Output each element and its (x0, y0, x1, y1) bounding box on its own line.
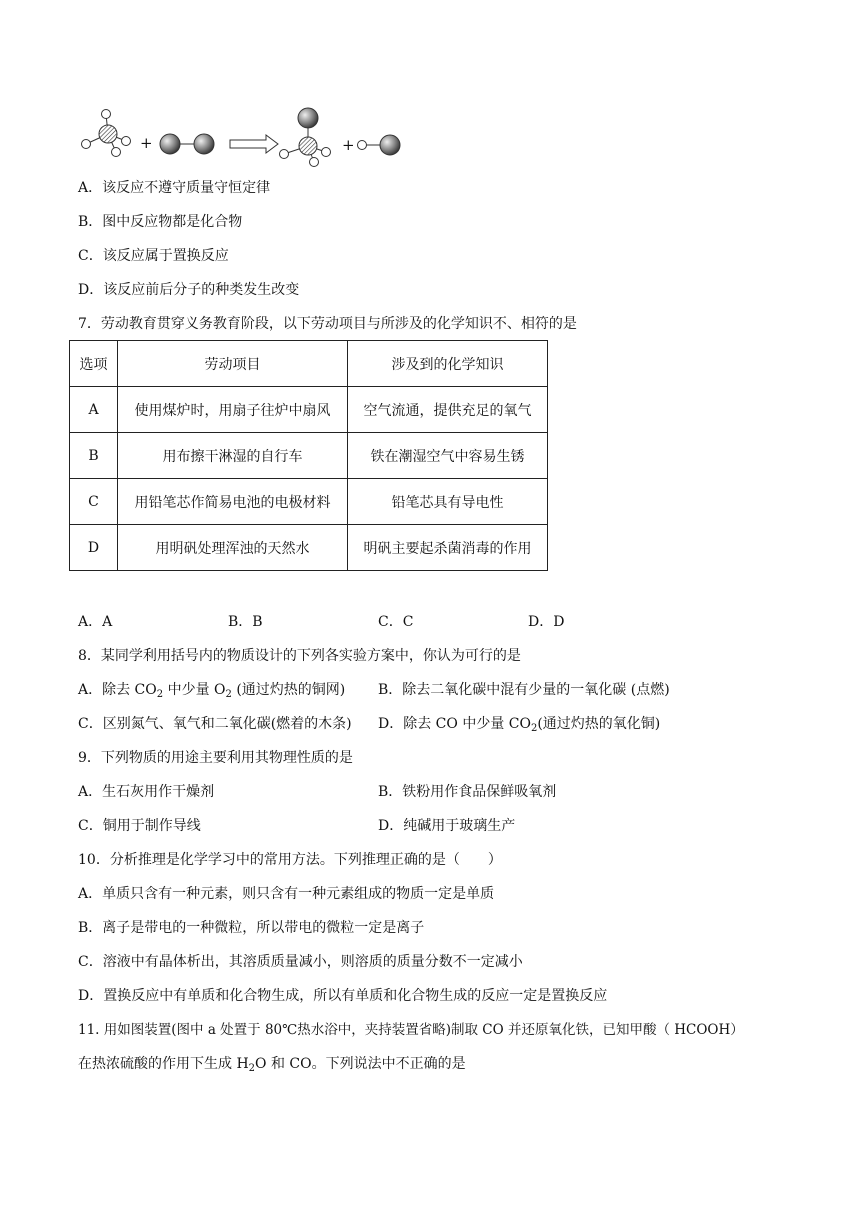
table-row (70, 387, 548, 433)
q7-option-a: A．A (78, 614, 113, 630)
table-cell: 明矾主要起杀菌消毒的作用 (348, 525, 548, 571)
q8-option-d: D．除去 CO 中少量 $CO_2$(通过灼热的氧化铜) (378, 716, 661, 734)
q9-option-d: D．纯碱用于玻璃生产 (378, 818, 516, 834)
table-row (70, 433, 548, 479)
table-cell: 铅笔芯具有导电性 (348, 479, 548, 525)
product-molecule-1 (280, 108, 331, 167)
table-cell: 空气流通，提供充足的氧气 (348, 387, 548, 433)
q9-option-a: A．生石灰用作干燥剂 (78, 784, 215, 800)
q10-option-d: D．置换反应中有单质和化合物生成，所以有单质和化合物生成的反应一定是置换反应 (78, 988, 608, 1004)
q10-stem: 10．分析推理是化学学习中的常用方法。下列推理正确的是（ ） (78, 852, 502, 868)
q6-option-b: B．图中反应物都是化合物 (78, 214, 243, 230)
table-row (70, 525, 548, 571)
q10-option-a: A．单质只含有一种元素，则只含有一种元素组成的物质一定是单质 (78, 886, 495, 902)
q7-option-c: C．C (378, 614, 414, 630)
table-header-cell: 劳动项目 (118, 341, 348, 387)
q11-stem-line2: 在热浓硫酸的作用下生成 $H_2O$ 和 CO。下列说法中不正确的是 (78, 1056, 466, 1074)
table-cell: 用铅笔芯作简易电池的电极材料 (118, 479, 348, 525)
q7-option-b: B．B (228, 614, 263, 630)
q10-option-c: C．溶液中有晶体析出，其溶质质量减小，则溶质的质量分数不一定减小 (78, 954, 523, 970)
q6-option-a: A．该反应不遵守质量守恒定律 (78, 180, 271, 196)
table-cell: 用布擦干淋湿的自行车 (118, 433, 348, 479)
q8-option-b: B．除去二氧化碳中混有少量的一氧化碳 (点燃) (378, 682, 670, 698)
table-cell: C (70, 479, 118, 525)
q6-option-d: D．该反应前后分子的种类发生改变 (78, 282, 300, 298)
q8-stem: 8．某同学利用括号内的物质设计的下列各实验方案中，你认为可行的是 (78, 648, 521, 664)
q9-option-c: C．铜用于制作导线 (78, 818, 201, 834)
table-cell: B (70, 433, 118, 479)
table-cell: 使用煤炉时，用扇子往炉中扇风 (118, 387, 348, 433)
table-cell: 用明矾处理浑浊的天然水 (118, 525, 348, 571)
q10-option-b: B．离子是带电的一种微粒，所以带电的微粒一定是离子 (78, 920, 425, 936)
table-cell: D (70, 525, 118, 571)
q11-stem-line1: 11. 用如图装置(图中 a 处置于 80℃热水浴中，夹持装置省略)制取 CO 并还原氧化铁，已知甲酸（ HCOOH） (78, 1022, 744, 1038)
table-row (70, 479, 548, 525)
q7-table (69, 340, 548, 571)
table-cell: A (70, 387, 118, 433)
table-header-cell: 选项 (70, 341, 118, 387)
q8-option-a: A．除去 $CO_2$ 中少量 $O_2$ (通过灼热的铜网) (78, 682, 346, 700)
q8-option-c: C．区别氮气、氧气和二氧化碳(燃着的木条) (78, 716, 352, 732)
reaction-arrow (230, 135, 278, 153)
product-molecule-2 (358, 135, 401, 155)
reaction-diagram (78, 104, 418, 168)
q7-stem: 7．劳动教育贯穿义务教育阶段，以下劳动项目与所涉及的化学知识不、相符的是 (78, 316, 577, 332)
q9-stem: 9．下列物质的用途主要利用其物理性质的是 (78, 750, 353, 766)
q6-option-c: C．该反应属于置换反应 (78, 248, 229, 264)
q7-option-d: D．D (528, 614, 565, 630)
reactant-molecule-2 (160, 134, 214, 154)
plus-sign: + (342, 136, 355, 154)
q9-option-b: B．铁粉用作食品保鲜吸氧剂 (378, 784, 557, 800)
plus-sign: + (140, 134, 153, 152)
table-cell: 铁在潮湿空气中容易生锈 (348, 433, 548, 479)
table-header-row (70, 341, 548, 387)
table-header-cell: 涉及到的化学知识 (348, 341, 548, 387)
reactant-molecule-1 (82, 110, 131, 157)
